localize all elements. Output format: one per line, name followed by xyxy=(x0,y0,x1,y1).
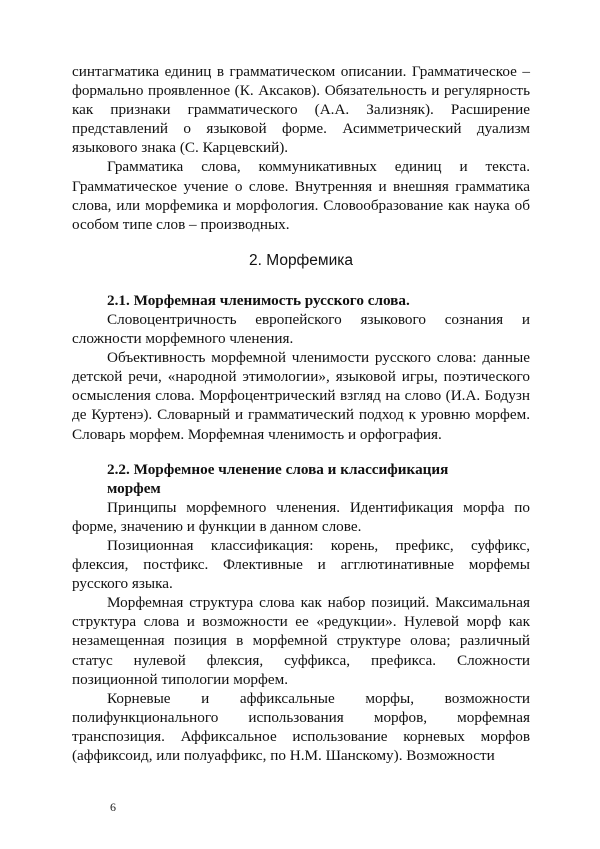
document-page xyxy=(72,62,530,765)
paragraph-objectivity: Объективность морфемной членимости русского слова: данные детской речи, «народной этимологии», языковой игры, поэтического осмысления слова. Морфоцентрический взгляд на слово (И.А. Бодузн де Куртенэ). Словарный и грамматический подход к уровню морфем. Словарь морфем. Морфемная членимость и орфография. xyxy=(72,349,530,443)
subsection-title-2-2-line2: морфем xyxy=(107,479,161,497)
section-title: 2. Морфемика xyxy=(249,251,353,269)
paragraph-positional-classification: Позиционная классификация: корень, префикс, суффикс, флексия, постфикс. Флективные и агглютинативные морфемы русского языка. xyxy=(72,536,530,593)
paragraph-wordcentricity: Словоцентричность европейского языкового сознания и сложности морфемного членения. xyxy=(72,310,530,348)
subsection-title-2-2 xyxy=(107,460,530,498)
paragraph-root-affixal: Корневые и аффиксальные морфы, возможности полифункционального использования морфов, морфемная транспозиция. Аффиксальное использование корневых морфов (аффиксоид, или полуаффикс, по Н.М. Шанскому). Возможности xyxy=(72,689,530,764)
paragraph-principles: Принципы морфемного членения. Идентификация морфа по форме, значению и функции в данном слове. xyxy=(72,498,530,535)
subsection-title-2-2-line1: 2.2. Морфемное членение слова и классификация xyxy=(107,460,449,478)
subsection-title-2-1: 2.1. Морфемная членимость русского слова. xyxy=(107,291,410,309)
paragraph-grammar-of-word: Грамматика слова, коммуникативных единиц и текста. Грамматическое учение о слове. Внутренняя и внешняя грамматика слова, или морфемика и морфология. Словообразование как наука об особом типе слов – производных. xyxy=(72,158,530,233)
paragraph-morphemic-structure: Морфемная структура слова как набор позиций. Максимальная структура слова и возможности ее «редукции». Нулевой морф как незамещенная позиция в морфемной структуре олова; различный статус нулевой флексия, суффикса, префикса. Сложности позиционной типологии морфем. xyxy=(72,594,530,688)
page-number: 6 xyxy=(110,800,116,814)
paragraph-syntagmatics: синтагматика единиц в грамматическом описании. Грамматическое – формально проявленное (К. Аксаков). Обязательность и регулярность как признаки грамматического (А.А. Зализняк). Расширение представлений о языковой форме. Асимметрический дуализм языкового знака (С. Карцевский). xyxy=(72,63,530,157)
